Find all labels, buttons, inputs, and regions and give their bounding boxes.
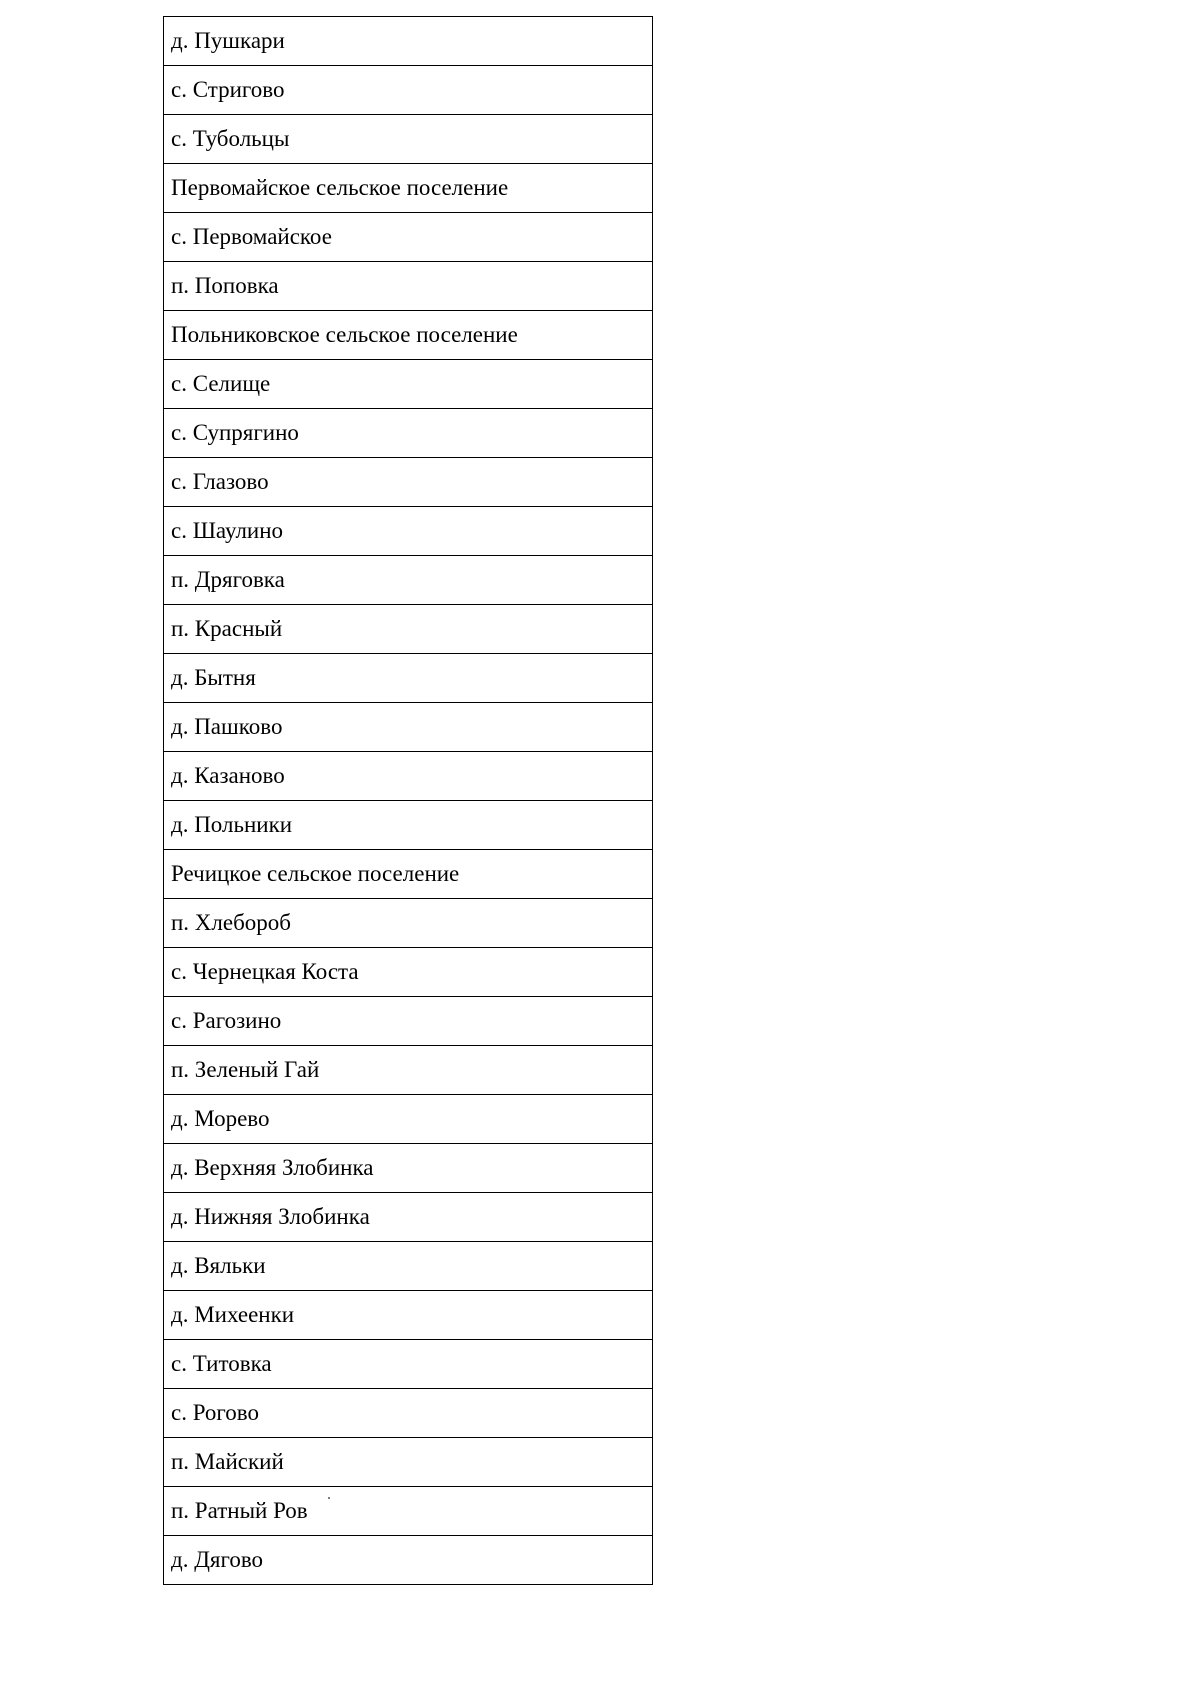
table-row xyxy=(164,948,653,997)
table-row xyxy=(164,1389,653,1438)
table-row xyxy=(164,899,653,948)
table-row xyxy=(164,1291,653,1340)
table-cell: д. Пушкари xyxy=(164,17,653,66)
table-row xyxy=(164,556,653,605)
table-row xyxy=(164,311,653,360)
table-cell: д. Казаново xyxy=(164,752,653,801)
table-row xyxy=(164,360,653,409)
table-row xyxy=(164,654,653,703)
table-cell: п. Поповка xyxy=(164,262,653,311)
table-row xyxy=(164,262,653,311)
table-row xyxy=(164,1095,653,1144)
table-row xyxy=(164,1438,653,1487)
table-row xyxy=(164,164,653,213)
table-cell: Речицкое сельское поселение xyxy=(164,850,653,899)
table-cell: с. Рогово xyxy=(164,1389,653,1438)
table-row xyxy=(164,850,653,899)
settlements-table xyxy=(163,16,653,1585)
table-cell: п. Дряговка xyxy=(164,556,653,605)
table-row xyxy=(164,752,653,801)
table-cell: с. Первомайское xyxy=(164,213,653,262)
table-cell: д. Нижняя Злобинка xyxy=(164,1193,653,1242)
scan-speck xyxy=(328,1497,330,1499)
table-cell: д. Михеенки xyxy=(164,1291,653,1340)
table-row xyxy=(164,1046,653,1095)
table-cell: п. Красный xyxy=(164,605,653,654)
table-row xyxy=(164,1144,653,1193)
table-row xyxy=(164,1193,653,1242)
table-row xyxy=(164,801,653,850)
table-cell: п. Майский xyxy=(164,1438,653,1487)
table-cell: п. Зеленый Гай xyxy=(164,1046,653,1095)
table-cell: с. Селище xyxy=(164,360,653,409)
table-cell: п. Хлебороб xyxy=(164,899,653,948)
table-row xyxy=(164,115,653,164)
table-cell: Первомайское сельское поселение xyxy=(164,164,653,213)
table-row xyxy=(164,997,653,1046)
table-cell: д. Польники xyxy=(164,801,653,850)
table-cell: с. Шаулино xyxy=(164,507,653,556)
table-cell: с. Стригово xyxy=(164,66,653,115)
table-cell: с. Чернецкая Коста xyxy=(164,948,653,997)
table-cell: с. Супрягино xyxy=(164,409,653,458)
table-cell: п. Ратный Ров xyxy=(164,1487,653,1536)
table-row xyxy=(164,1487,653,1536)
settlements-table-body xyxy=(164,17,653,1585)
table-row xyxy=(164,605,653,654)
table-cell: д. Морево xyxy=(164,1095,653,1144)
table-row xyxy=(164,1340,653,1389)
table-cell: д. Пашково xyxy=(164,703,653,752)
table-cell: д. Бытня xyxy=(164,654,653,703)
table-cell: с. Тубольцы xyxy=(164,115,653,164)
table-cell: Польниковское сельское поселение xyxy=(164,311,653,360)
table-row xyxy=(164,66,653,115)
table-cell: с. Титовка xyxy=(164,1340,653,1389)
table-cell: д. Верхняя Злобинка xyxy=(164,1144,653,1193)
table-row xyxy=(164,213,653,262)
table-row xyxy=(164,703,653,752)
table-cell: с. Рагозино xyxy=(164,997,653,1046)
table-row xyxy=(164,1536,653,1585)
table-cell: с. Глазово xyxy=(164,458,653,507)
table-row xyxy=(164,17,653,66)
table-row xyxy=(164,409,653,458)
table-row xyxy=(164,507,653,556)
table-row xyxy=(164,458,653,507)
table-cell: д. Вяльки xyxy=(164,1242,653,1291)
table-cell: д. Дягово xyxy=(164,1536,653,1585)
table-row xyxy=(164,1242,653,1291)
